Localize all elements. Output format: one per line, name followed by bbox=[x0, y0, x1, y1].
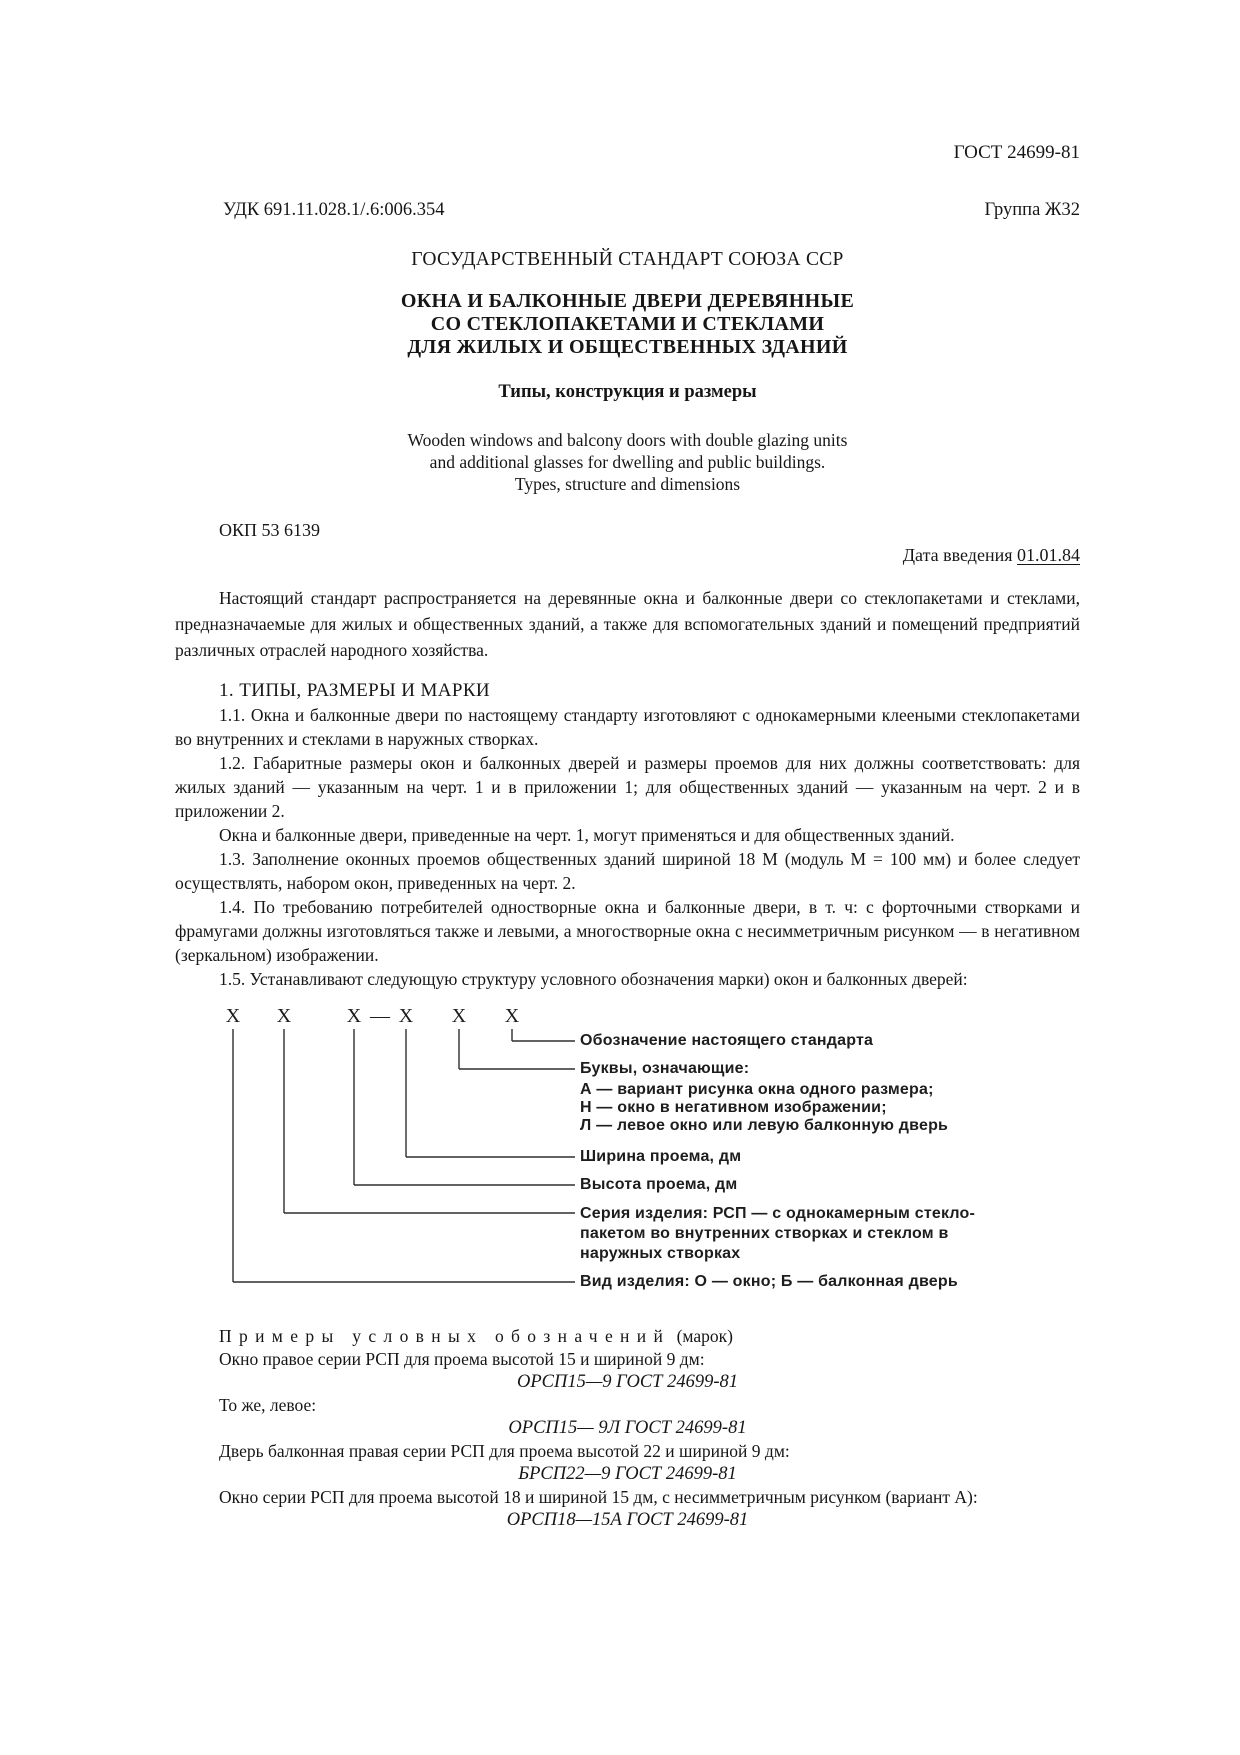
example-description: То же, левое: bbox=[219, 1395, 317, 1415]
label-series-line: Серия изделия: РСП — с однокамерным стекло- bbox=[580, 1205, 976, 1222]
introduction-date-label: Дата введения bbox=[902, 545, 1013, 565]
document-title-english-line: Types, structure and dimensions bbox=[514, 474, 741, 494]
document-title-line: ДЛЯ ЖИЛЫХ И ОБЩЕСТВЕННЫХ ЗДАНИЙ bbox=[407, 336, 848, 358]
document-title-english-line: and additional glasses for dwelling and public buildings. bbox=[429, 452, 826, 472]
paragraph-1-2: 1.2. Габаритные размеры окон и балконных дверей и размеры проемов для них должны соответствовать: для жилых зданий — указанным на черт. 1 и в приложении 1; для общественных зданий — указанным на черт. 2 и в приложении 2. bbox=[175, 753, 1080, 821]
label-letter-n: Н — окно в негативном изображении; bbox=[580, 1099, 887, 1116]
document-title-english-line: Wooden windows and balcony doors with double glazing units bbox=[407, 430, 848, 450]
mark-position-width: X bbox=[398, 1005, 414, 1027]
label-letter-a: А — вариант рисунка окна одного размера; bbox=[580, 1081, 934, 1098]
examples-section bbox=[175, 1325, 1080, 1532]
document-title-line: ОКНА И БАЛКОННЫЕ ДВЕРИ ДЕРЕВЯННЫЕ bbox=[400, 290, 855, 312]
label-series-line: наружных створках bbox=[580, 1245, 741, 1262]
udk-code: УДК 691.11.028.1/.6:006.354 bbox=[223, 200, 445, 220]
section-heading: 1. ТИПЫ, РАЗМЕРЫ И МАРКИ bbox=[219, 680, 491, 701]
examples-heading-tail: (марок) bbox=[676, 1326, 733, 1346]
paragraph-1-4: 1.4. По требованию потребителей одностворные окна и балконные двери, в т. ч: с форточными створками и фрамугами должны изготовляться также и левыми, а многостворные окна с несимметричным рисунком — в негативном (зеркальном) изображении. bbox=[175, 897, 1080, 965]
label-letters-list bbox=[580, 1081, 948, 1135]
document-title-english bbox=[175, 429, 1080, 495]
example-description: Дверь балконная правая серии РСП для проема высотой 22 и шириной 9 дм: bbox=[219, 1441, 790, 1461]
mark-dash: — bbox=[370, 1005, 390, 1027]
org-title: ГОСУДАРСТВЕННЫЙ СТАНДАРТ СОЮЗА ССР bbox=[411, 249, 844, 270]
classification-row bbox=[175, 198, 1080, 222]
lead-paragraph: Настоящий стандарт распространяется на деревянные окна и балконные двери со стеклопакетами и стеклами, предназначаемые для жилых и общественных зданий, а также для вспомогательных зданий и помещений предприятий различных отраслей народного хозяйства. bbox=[175, 588, 1080, 660]
label-kind: Вид изделия: О — окно; Б — балконная дверь bbox=[580, 1273, 958, 1290]
label-series-line: пакетом во внутренних створках и стеклом в bbox=[580, 1225, 949, 1242]
examples-heading-spaced: Примеры условных обозначений bbox=[219, 1326, 671, 1346]
example-mark: ОРСП18—15А ГОСТ 24699-81 bbox=[506, 1510, 749, 1530]
group-code: Группа Ж32 bbox=[984, 200, 1080, 220]
paragraph-1-3: 1.3. Заполнение оконных проемов общественных зданий шириной 18 М (модуль М = 100 мм) и более следует осуществлять, набором окон, приведенных на черт. 2. bbox=[175, 849, 1080, 893]
document-title-line: СО СТЕКЛОПАКЕТАМИ И СТЕКЛАМИ bbox=[430, 313, 825, 335]
label-height: Высота проема, дм bbox=[580, 1176, 738, 1193]
paragraph-1-5: 1.5. Устанавливают следующую структуру условного обозначения марки) окон и балконных дверей: bbox=[219, 969, 968, 989]
standard-number: ГОСТ 24699-81 bbox=[953, 142, 1080, 163]
document-title bbox=[175, 290, 1080, 359]
example-description: Окно правое серии РСП для проема высотой 15 и шириной 9 дм: bbox=[219, 1349, 705, 1369]
mark-position-series: X bbox=[276, 1005, 292, 1027]
paragraph-1-1: 1.1. Окна и балконные двери по настоящему стандарту изготовляют с однокамерными клееными стеклопакетами во внутренних и стеклами в наружных створках. bbox=[175, 705, 1080, 749]
paragraph-1-2-note: Окна и балконные двери, приведенные на черт. 1, могут применяться и для общественных зданий. bbox=[219, 825, 955, 845]
mark-position-height: X bbox=[346, 1005, 362, 1027]
introduction-date bbox=[175, 543, 1080, 567]
example-mark: ОРСП15—9 ГОСТ 24699-81 bbox=[517, 1372, 738, 1392]
example-description: Окно серии РСП для проема высотой 18 и шириной 15 дм, с несимметричным рисунком (вариант А): bbox=[219, 1487, 978, 1507]
label-letter-l: Л — левое окно или левую балконную дверь bbox=[580, 1117, 949, 1134]
label-standard: Обозначение настоящего стандарта bbox=[580, 1032, 874, 1049]
introduction-date-value: 01.01.84 bbox=[1017, 545, 1080, 565]
okp-code: ОКП 53 6139 bbox=[219, 520, 321, 540]
marking-structure-diagram bbox=[175, 1005, 1080, 1297]
mark-position-letters: X bbox=[451, 1005, 467, 1027]
label-series bbox=[580, 1204, 975, 1264]
label-letters-title: Буквы, означающие: bbox=[580, 1060, 750, 1077]
examples-heading bbox=[175, 1325, 1080, 1348]
example-mark: ОРСП15— 9Л ГОСТ 24699-81 bbox=[508, 1418, 747, 1438]
example-mark: БРСП22—9 ГОСТ 24699-81 bbox=[518, 1464, 737, 1484]
text-column bbox=[175, 142, 1080, 1532]
mark-position-kind: X bbox=[225, 1005, 241, 1027]
document-subtitle: Типы, конструкция и размеры bbox=[498, 382, 757, 402]
mark-position-standard: X bbox=[504, 1005, 520, 1027]
label-width: Ширина проема, дм bbox=[580, 1148, 742, 1165]
